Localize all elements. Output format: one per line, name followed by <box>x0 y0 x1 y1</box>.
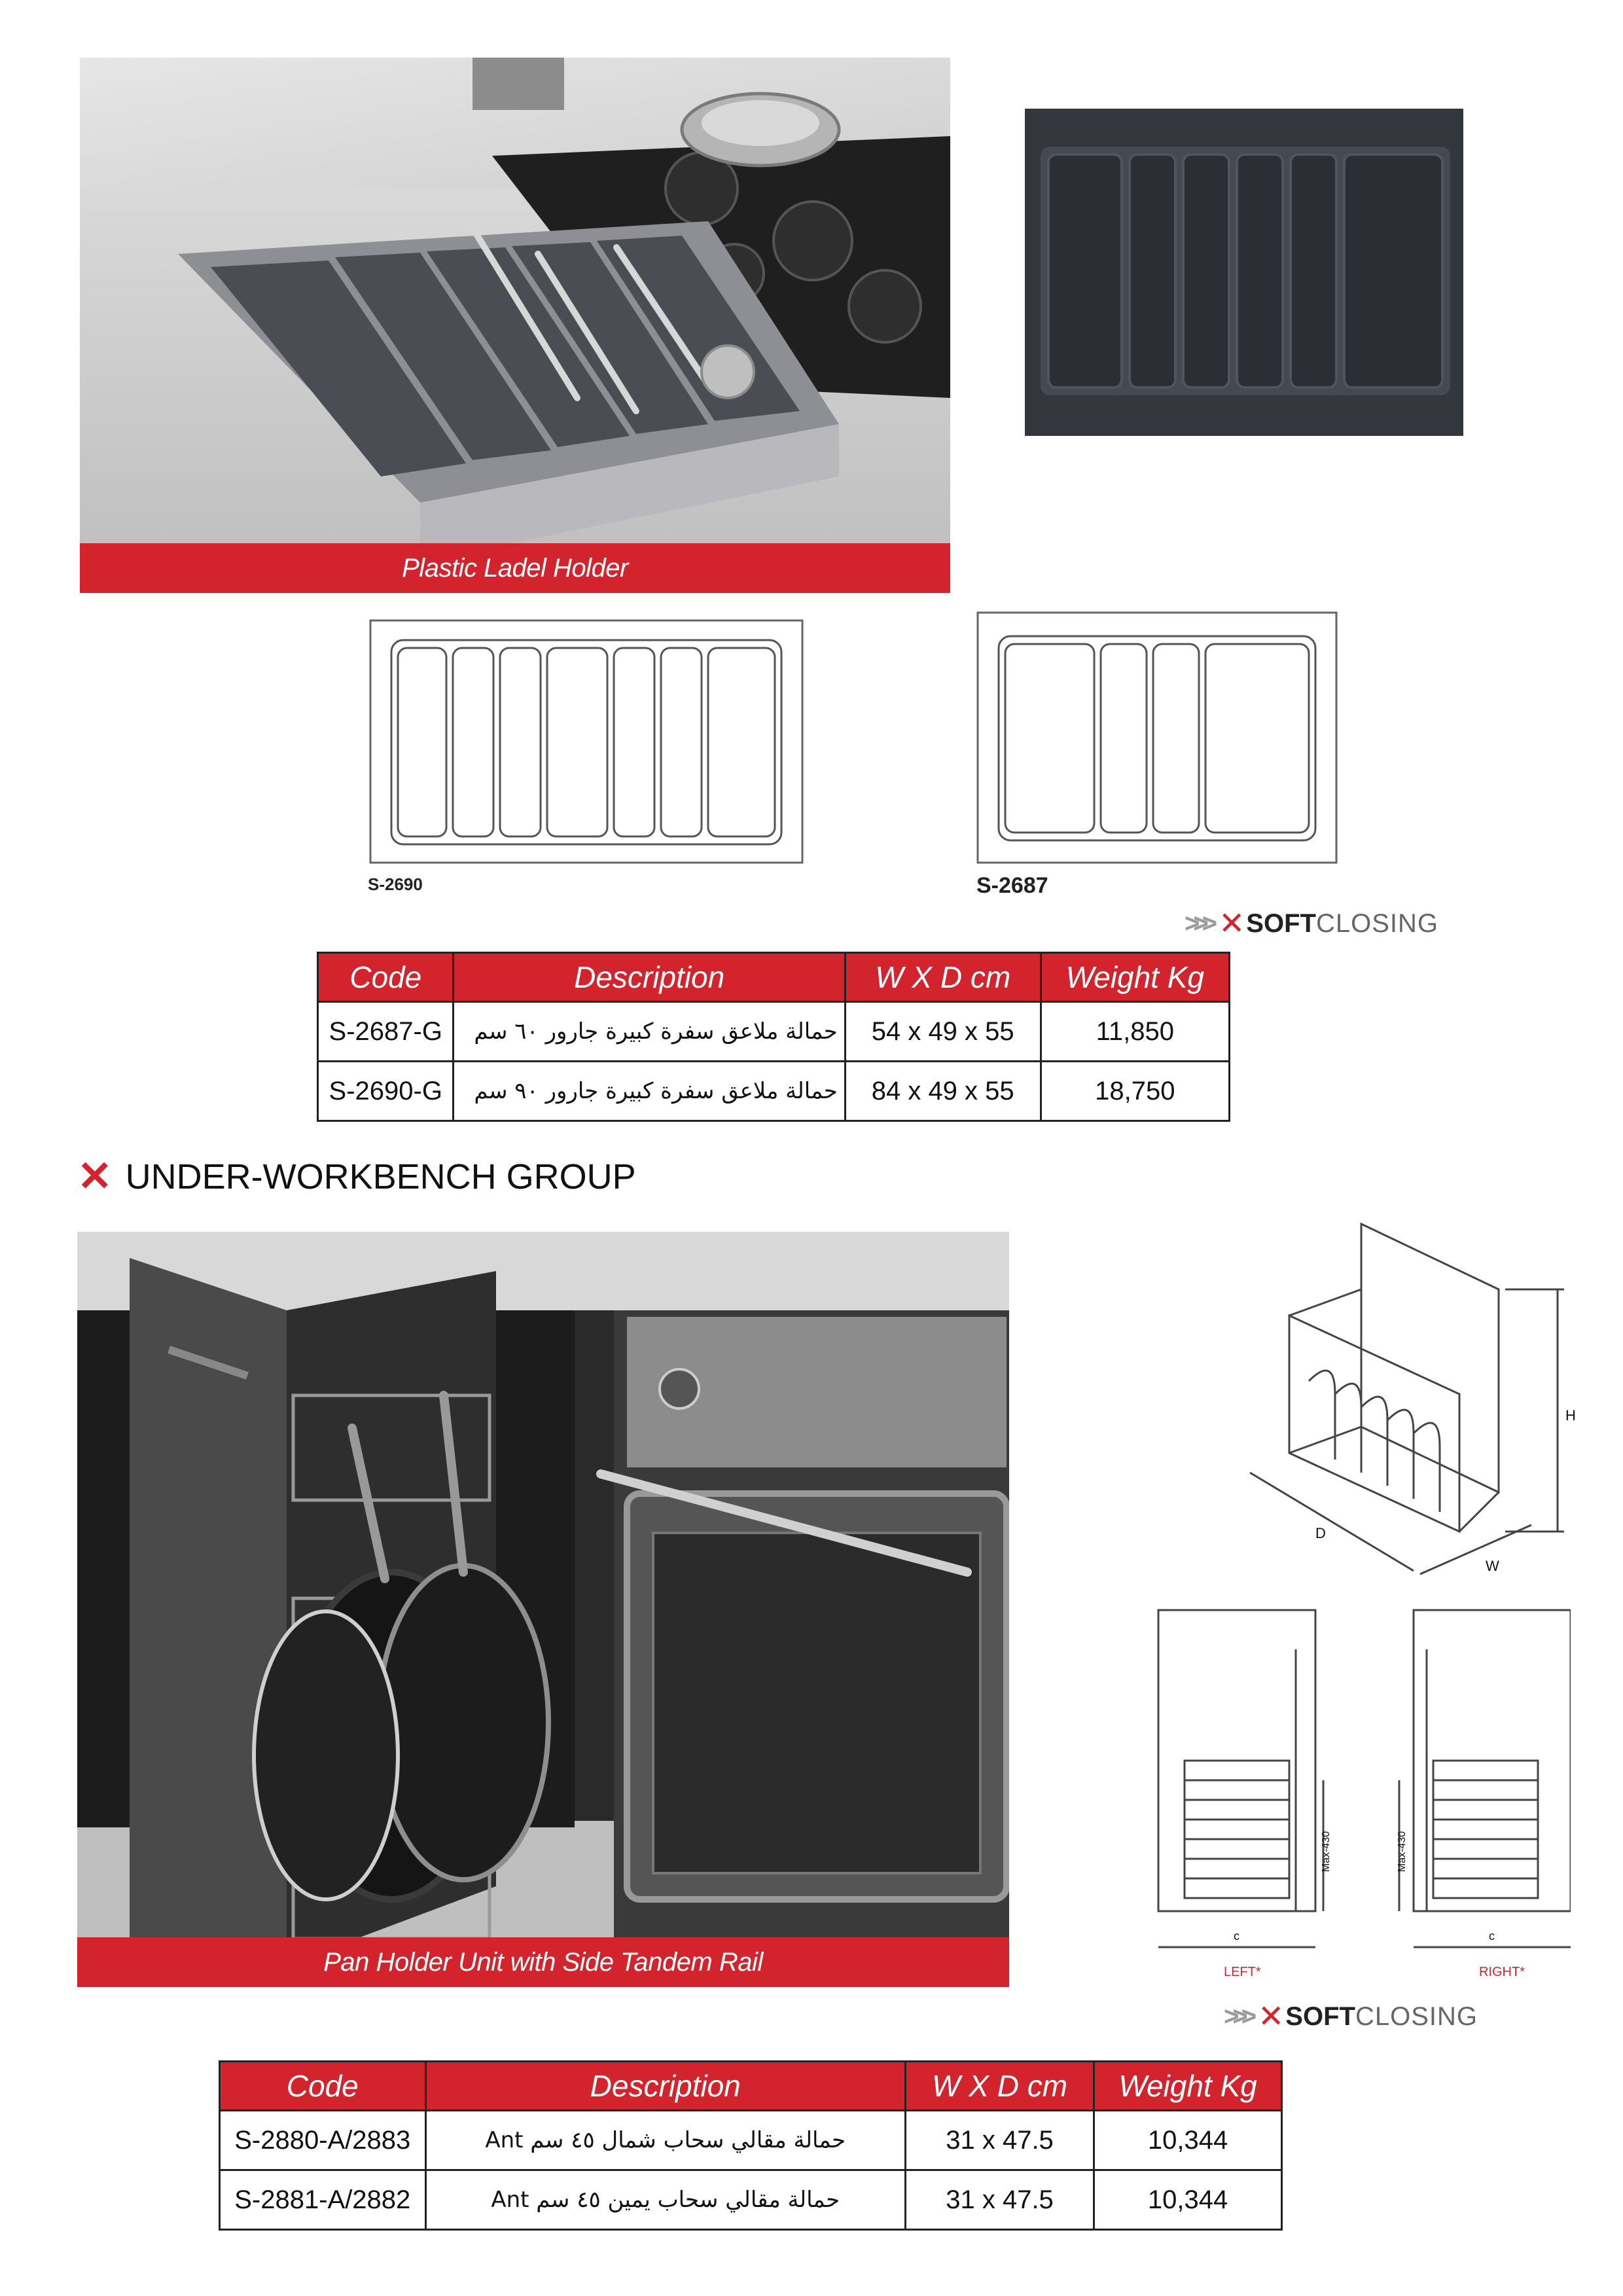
softclosing-soft: SOFT <box>1285 2001 1355 2031</box>
pan-rack-side-views-icon <box>1152 1597 1571 1964</box>
spec-table-pan-holders <box>219 2060 1283 2231</box>
cell-weight: 11,850 <box>1041 1002 1229 1062</box>
drawing-s2687 <box>975 610 1339 865</box>
cell-code: S-2690-G <box>318 1062 454 1121</box>
table-row <box>220 2111 1282 2170</box>
header-dimensions: W X D cm <box>845 953 1041 1002</box>
table-row <box>318 1002 1230 1062</box>
cell-code: S-2881-A/2882 <box>220 2170 426 2230</box>
section-title-text: UNDER-WORKBENCH GROUP <box>125 1157 636 1196</box>
pan-holder-iso-drawing <box>1224 1217 1603 1584</box>
softclosing-closing: CLOSING <box>1355 2001 1478 2031</box>
dimension-w-label: W <box>1486 1558 1499 1574</box>
header-code: Code <box>318 953 454 1002</box>
pan-holder-side-drawings <box>1152 1597 1571 1990</box>
header-weight: Weight Kg <box>1094 2062 1282 2111</box>
cell-dimensions: 84 x 49 x 55 <box>845 1062 1041 1121</box>
table-row <box>220 2170 1282 2230</box>
tray-product-image <box>1025 109 1463 436</box>
cell-weight: 10,344 <box>1094 2170 1282 2230</box>
right-view-label: RIGHT* <box>1479 1965 1525 1979</box>
pan-holder-photo <box>77 1232 1009 1987</box>
cell-weight: 10,344 <box>1094 2111 1282 2170</box>
max-430-label-left: Max-430 <box>1321 1831 1332 1873</box>
softclosing-soft: SOFT <box>1246 908 1316 938</box>
x-logo-icon: ✕ <box>77 1153 113 1200</box>
cell-dimensions: 31 x 47.5 <box>905 2111 1094 2170</box>
header-description: Description <box>454 953 845 1002</box>
ladle-holder-caption: Plastic Ladel Holder <box>80 543 950 593</box>
cell-description: حمالة مقالي سحاب شمال ٤٥ سم Ant <box>425 2111 905 2170</box>
ladle-holder-photo <box>80 58 950 593</box>
cell-description: حمالة ملاعق سفرة كبيرة جارور ٦٠ سم <box>454 1002 845 1062</box>
cell-weight: 18,750 <box>1041 1062 1229 1121</box>
pan-rack-isometric-icon <box>1224 1217 1603 1584</box>
softclosing-logo <box>1224 2000 1478 2033</box>
cell-dimensions: 31 x 47.5 <box>905 2170 1094 2230</box>
cell-code: S-2880-A/2883 <box>220 2111 426 2170</box>
tray-outline-7-slot-icon <box>368 618 805 865</box>
dimension-c-label-left: c <box>1234 1929 1240 1943</box>
spec-table-ladle-holders <box>317 952 1230 1122</box>
section-title <box>77 1152 636 1201</box>
header-description: Description <box>425 2062 905 2111</box>
chevron-icon: >>> <box>1185 908 1211 938</box>
table-header-row <box>220 2062 1282 2111</box>
cell-description: حمالة ملاعق سفرة كبيرة جارور ٩٠ سم <box>454 1062 845 1121</box>
dimension-h-label: H <box>1565 1407 1576 1424</box>
cell-code: S-2687-G <box>318 1002 454 1062</box>
dimension-c-label-right: c <box>1489 1929 1495 1943</box>
drawing-label-s2690: S-2690 <box>368 874 423 894</box>
cell-description: حمالة مقالي سحاب يمين ٤٥ سم Ant <box>425 2170 905 2230</box>
pan-holder-illustration <box>77 1232 1009 1987</box>
kitchen-drawer-illustration <box>80 58 950 593</box>
header-weight: Weight Kg <box>1041 953 1229 1002</box>
chevron-icon: >>> <box>1224 2001 1251 2031</box>
table-row <box>318 1062 1230 1121</box>
drawing-s2690 <box>368 618 805 865</box>
cutlery-tray-icon <box>1025 109 1463 436</box>
header-code: Code <box>220 2062 426 2111</box>
x-logo-icon: ✕ <box>1258 2000 1285 2034</box>
x-logo-icon: ✕ <box>1219 906 1245 941</box>
header-dimensions: W X D cm <box>905 2062 1094 2111</box>
dimension-d-label: D <box>1315 1525 1326 1541</box>
tray-outline-5-slot-icon <box>975 610 1339 865</box>
softclosing-logo <box>1185 907 1438 940</box>
softclosing-closing: CLOSING <box>1315 908 1439 938</box>
max-430-label-right: Max-430 <box>1397 1831 1408 1873</box>
pan-holder-caption: Pan Holder Unit with Side Tandem Rail <box>77 1937 1009 1987</box>
table-header-row <box>318 953 1230 1002</box>
cell-dimensions: 54 x 49 x 55 <box>845 1002 1041 1062</box>
left-view-label: LEFT* <box>1224 1965 1261 1979</box>
drawing-label-s2687: S-2687 <box>976 873 1048 898</box>
